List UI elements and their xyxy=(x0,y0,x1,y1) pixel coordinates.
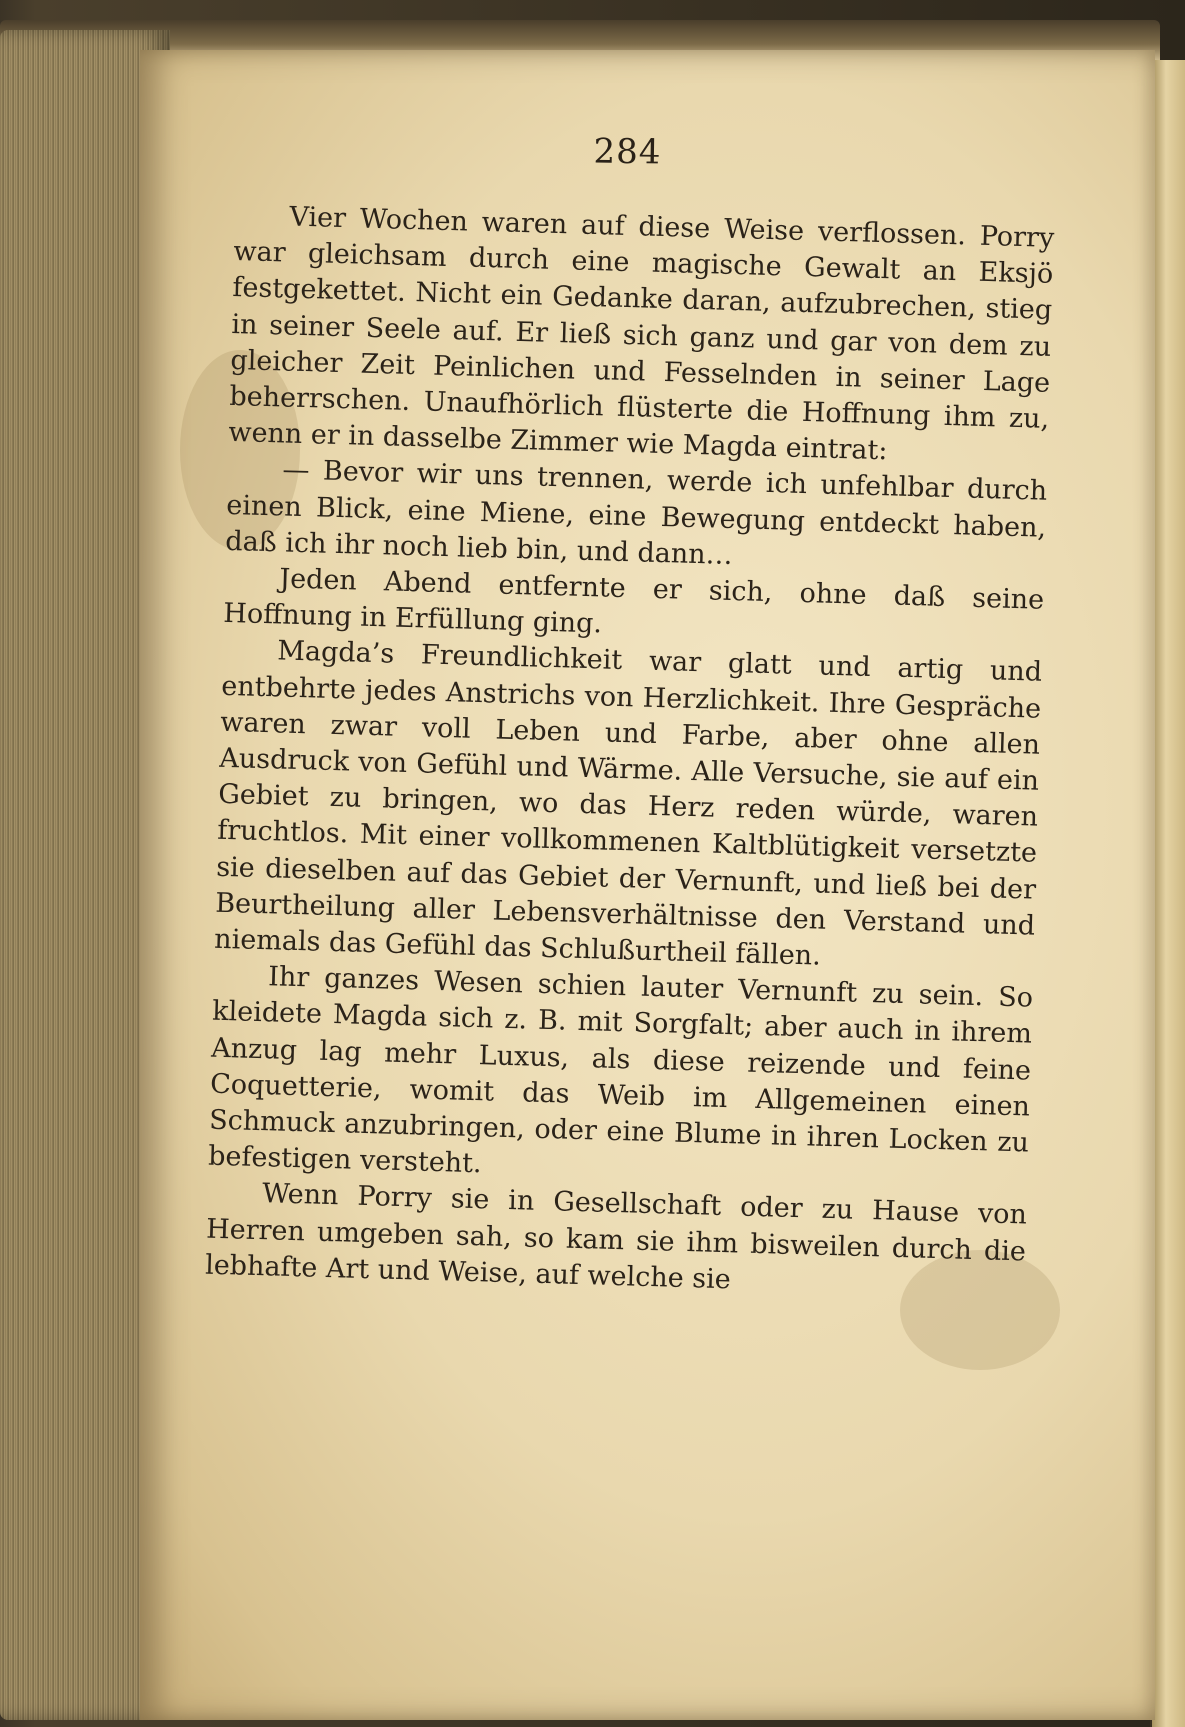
paragraph: Magda’s Freundlichkeit war glatt und artig und entbehrte jedes Anstrichs von Herzlichkeit. Ihre Gespräche waren zwar voll Leben und Farbe, aber ohne allen Ausdruck von Gefühl und Wärme. Alle Versuche, sie auf ein Gebiet zu bringen, wo das Herz reden würde, waren fruchtlos. Mit einer vollkommenen Kaltblütigkeit versetzte sie dieselben auf das Gebiet der Vernunft, und ließ bei der Beurtheilung aller Lebensverhältnisse den Verstand und niemals das Gefühl das Schlußurtheil fällen. xyxy=(213,635,1043,972)
book-page xyxy=(140,50,1155,1720)
facing-page-edge xyxy=(1150,60,1185,1727)
paragraph: — Bevor wir uns trennen, werde ich unfehlbar durch einen Blick, eine Miene, eine Bewegung entdeckt haben, daß ich ihr noch lieb bin, und dann… xyxy=(224,454,1048,571)
page-number: 284 xyxy=(593,131,662,173)
paragraph: Wenn Porry sie in Gesellschaft oder zu Hause von Herren umgeben sah, so kam sie ihm bisweilen durch die lebhafte Art und Weise, auf welche sie xyxy=(204,1178,1028,1296)
paragraph: Vier Wochen waren auf diese Weise verflossen. Porry war gleichsam durch eine magische Gewalt an Eksjö festgekettet. Nicht ein Gedanke daran, aufzubrechen, stieg in seiner Seele auf. Er ließ sich ganz und gar von dem zu gleicher Zeit Peinlichen und Fesselnden in seiner Lage beherrschen. Unaufhörlich flüsterte die Hoffnung ihm zu, wenn er in dasselbe Zimmer wie Magda eintrat: xyxy=(228,201,1055,467)
paragraph: Ihr ganzes Wesen schien lauter Vernunft zu sein. So kleidete Magda sich z. B. mit Sorgfalt; aber auch in ihrem Anzug lag mehr Luxus, als diese reizende und feine Coquetterie, womit das Weib im Allgemeinen einen Schmuck anzubringen, oder eine Blume in ihren Locken zu befestigen versteht. xyxy=(207,961,1034,1180)
paragraph: Jeden Abend entfernte er sich, ohne daß seine Hoffnung in Erfüllung ging. xyxy=(222,563,1045,640)
page-body-text xyxy=(205,198,1055,1307)
